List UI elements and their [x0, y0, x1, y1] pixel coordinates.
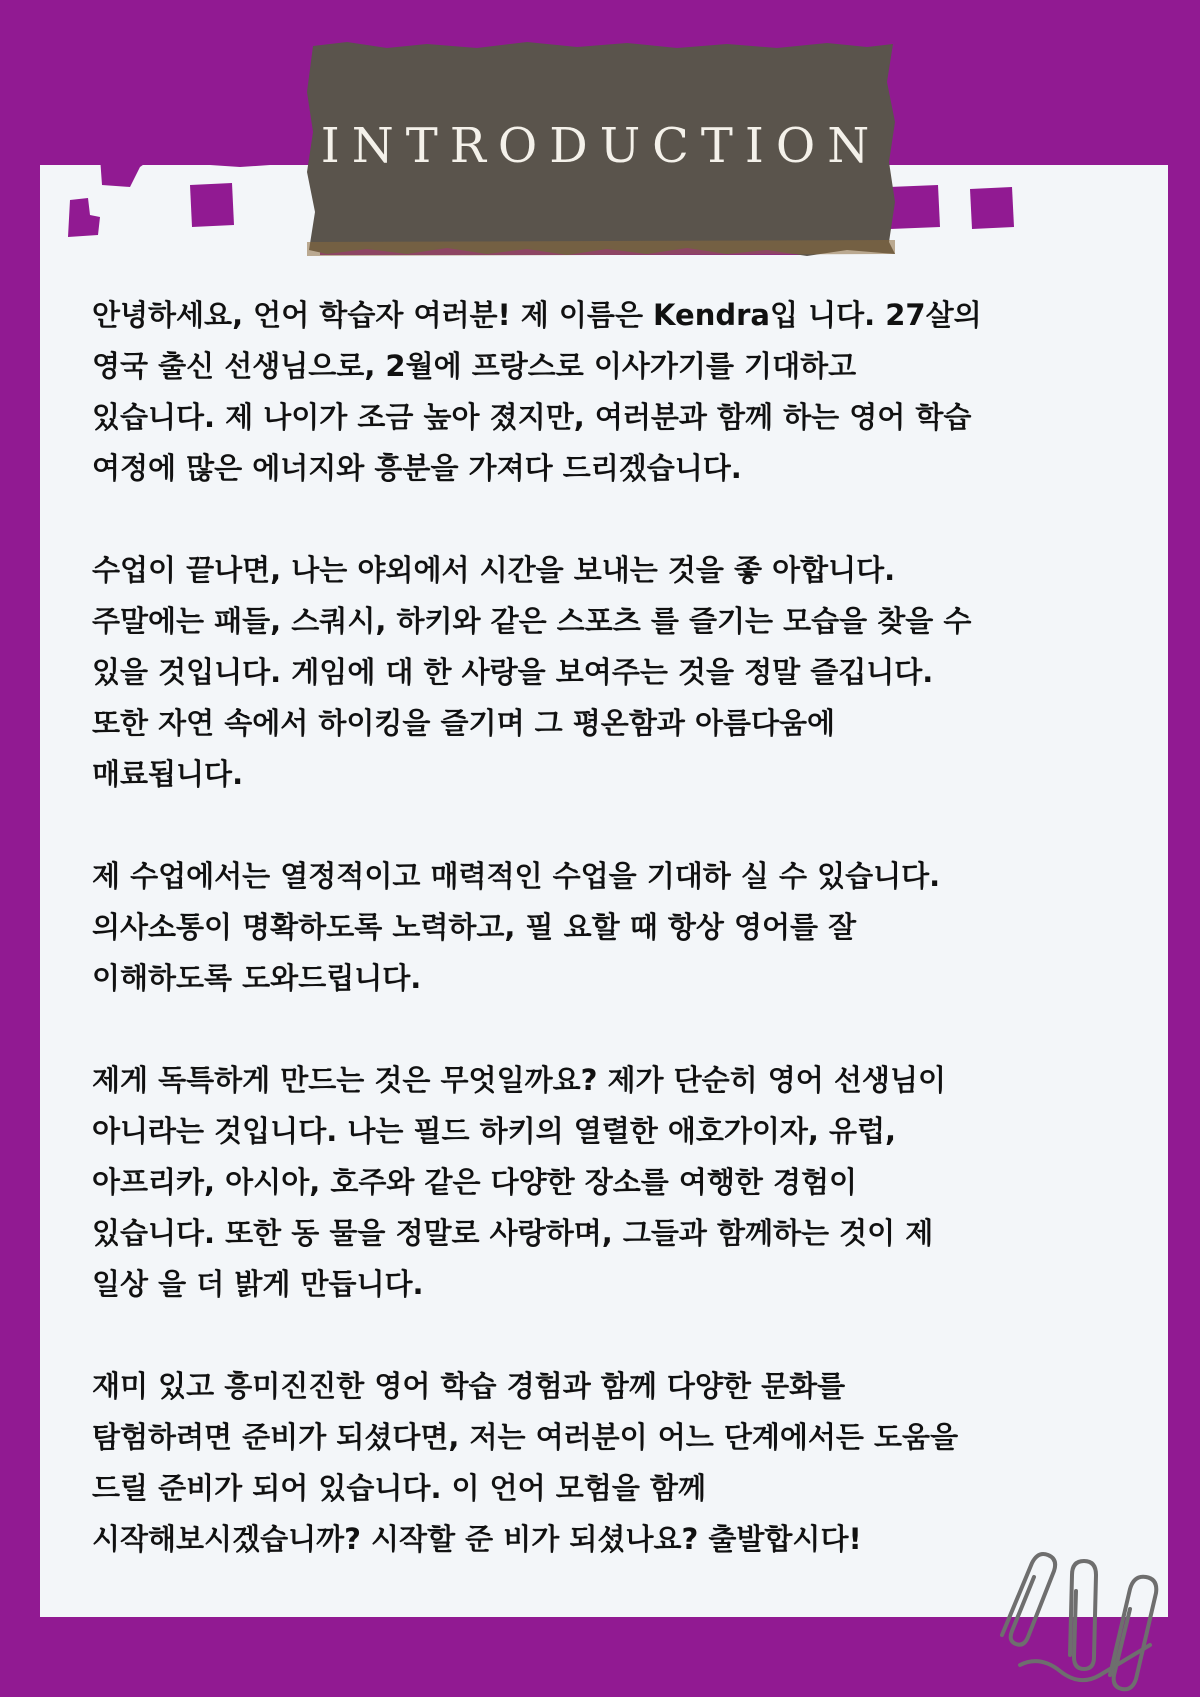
text-line: 있습니다. 또한 동 물을 정말로 사랑하며, 그들과 함께하는 것이 제 [92, 1216, 934, 1250]
text-line: 제게 독특하게 만드는 것은 무엇일까요? 제가 단순히 영어 선생님이 [92, 1063, 946, 1097]
text-line: 수업이 끝나면, 나는 야외에서 시간을 보내는 것을 좋 아합니다. [92, 553, 896, 587]
text-line: 또한 자연 속에서 하이킹을 즐기며 그 평온함과 아름다움에 [92, 706, 836, 740]
paper-clips-icon [980, 1545, 1200, 1697]
text-line: 의사소통이 명확하도록 노력하고, 필 요할 때 항상 영어를 잘 [92, 910, 857, 944]
text-line: 아프리카, 아시아, 호주와 같은 다양한 장소를 여행한 경험이 [92, 1165, 858, 1199]
text-line: 있을 것입니다. 게임에 대 한 사랑을 보여주는 것을 정말 즐깁니다. [92, 655, 934, 689]
text-line: 일상 을 더 밝게 만듭니다. [92, 1267, 424, 1301]
text-line: 탐험하려면 준비가 되셨다면, 저는 여러분이 어느 단계에서든 도움을 [92, 1420, 959, 1454]
paragraph-intro [92, 290, 1132, 494]
text-line: 재미 있고 흥미진진한 영어 학습 경험과 함께 다양한 문화를 [92, 1369, 846, 1403]
text-line: 이해하도록 도와드립니다. [92, 961, 422, 995]
text-line: 안녕하세요, 언어 학습자 여러분! 제 이름은 Kendra입 니다. 27살의 [92, 298, 982, 332]
paragraph-unique [92, 1055, 1132, 1310]
paragraph-lessons [92, 851, 1132, 1004]
text-line: 아니라는 것입니다. 나는 필드 하키의 열렬한 애호가이자, 유럽, [92, 1114, 897, 1148]
text-line: 영국 출신 선생님으로, 2월에 프랑스로 이사가기를 기대하고 [92, 349, 857, 383]
text-line: 매료됩니다. [92, 757, 244, 791]
text-line: 있습니다. 제 나이가 조금 높아 졌지만, 여러분과 함께 하는 영어 학습 [92, 400, 972, 434]
text-line: 제 수업에서는 열정적이고 매력적인 수업을 기대하 실 수 있습니다. [92, 859, 941, 893]
paragraph-closing [92, 1361, 1132, 1565]
paragraph-hobbies [92, 545, 1132, 800]
page-title: INTRODUCTION [320, 118, 882, 174]
introduction-body [92, 290, 1132, 1616]
text-line: 주말에는 패들, 스쿼시, 하키와 같은 스포츠 를 즐기는 모습을 찾을 수 [92, 604, 972, 638]
text-line: 시작해보시겠습니까? 시작할 준 비가 되셨나요? 출발합시다! [92, 1522, 862, 1556]
text-line: 여정에 많은 에너지와 흥분을 가져다 드리겠습니다. [92, 451, 742, 485]
text-line: 드릴 준비가 되어 있습니다. 이 언어 모험을 함께 [92, 1471, 706, 1505]
